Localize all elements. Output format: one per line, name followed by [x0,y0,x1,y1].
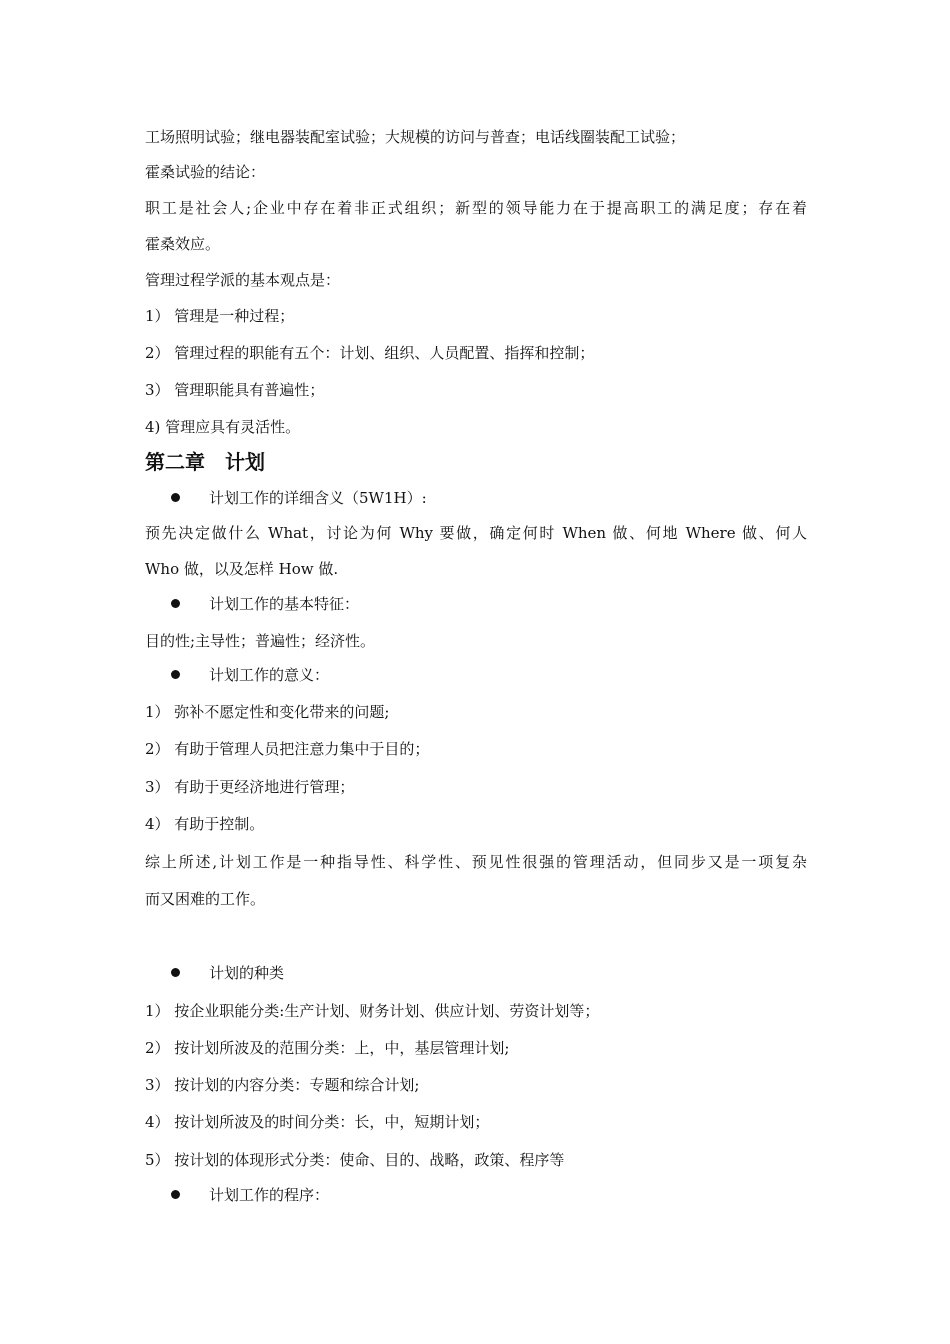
bullet-icon [171,968,180,977]
bullet-label: 计划工作的意义： [209,666,330,684]
paragraph: 而又困难的工作。 [145,890,266,908]
list-item: 5） 按计划的体现形式分类：使命、目的、战略，政策、程序等 [145,1151,565,1169]
list-item: 3） 管理职能具有普遍性； [145,381,325,399]
list-item: 1） 管理是一种过程； [145,307,295,325]
paragraph: Who 做，以及怎样 How 做. [145,560,339,578]
list-item: 2） 按计划所波及的范围分类：上，中，基层管理计划; [145,1039,510,1057]
paragraph: 霍桑试验的结论： [145,163,266,181]
list-item: 2） 有助于管理人员把注意力集中于目的； [145,740,430,758]
list-item: 3） 有助于更经济地进行管理； [145,778,355,796]
list-item: 4) 管理应具有灵活性。 [145,418,301,436]
paragraph: 职工是社会人;企业中存在着非正式组织；新型的领导能力在于提高职工的满足度；存在着 [145,199,807,217]
list-item: 2） 管理过程的职能有五个：计划、组织、人员配置、指挥和控制； [145,344,595,362]
bullet-icon [171,599,180,608]
list-item: 1） 按企业职能分类:生产计划、财务计划、供应计划、劳资计划等； [145,1002,600,1020]
bullet-label: 计划工作的程序： [209,1186,330,1204]
paragraph: 管理过程学派的基本观点是： [145,271,341,289]
chapter-heading: 第二章 计划 [145,450,265,474]
bullet-icon [171,670,180,679]
list-item: 4） 有助于控制。 [145,815,265,833]
list-item: 3） 按计划的内容分类：专题和综合计划; [145,1076,420,1094]
bullet-item [171,488,427,508]
bullet-icon [171,493,180,502]
paragraph: 工场照明试验；继电器装配室试验；大规模的访问与普查；电话线圈装配工试验； [145,128,686,146]
paragraph: 霍桑效应。 [145,235,221,253]
list-item: 4） 按计划所波及的时间分类：长，中，短期计划； [145,1113,490,1131]
bullet-item [171,665,329,685]
bullet-label: 计划工作的详细含义（5W1H）: [209,489,427,507]
bullet-icon [171,1190,180,1199]
paragraph: 综上所述,计划工作是一种指导性、科学性、预见性很强的管理活动，但同步又是一项复杂 [145,853,807,871]
bullet-label: 计划工作的基本特征： [209,595,360,613]
bullet-item [171,963,284,983]
paragraph: 目的性;主导性；普遍性；经济性。 [145,632,376,650]
paragraph: 预先决定做什么 What，讨论为何 Why 要做，确定何时 When 做、何地 Where 做、何人 [145,524,807,542]
bullet-label: 计划的种类 [209,964,285,982]
bullet-item [171,594,359,614]
bullet-item [171,1185,329,1205]
list-item: 1） 弥补不愿定性和变化带来的问题; [145,703,390,721]
